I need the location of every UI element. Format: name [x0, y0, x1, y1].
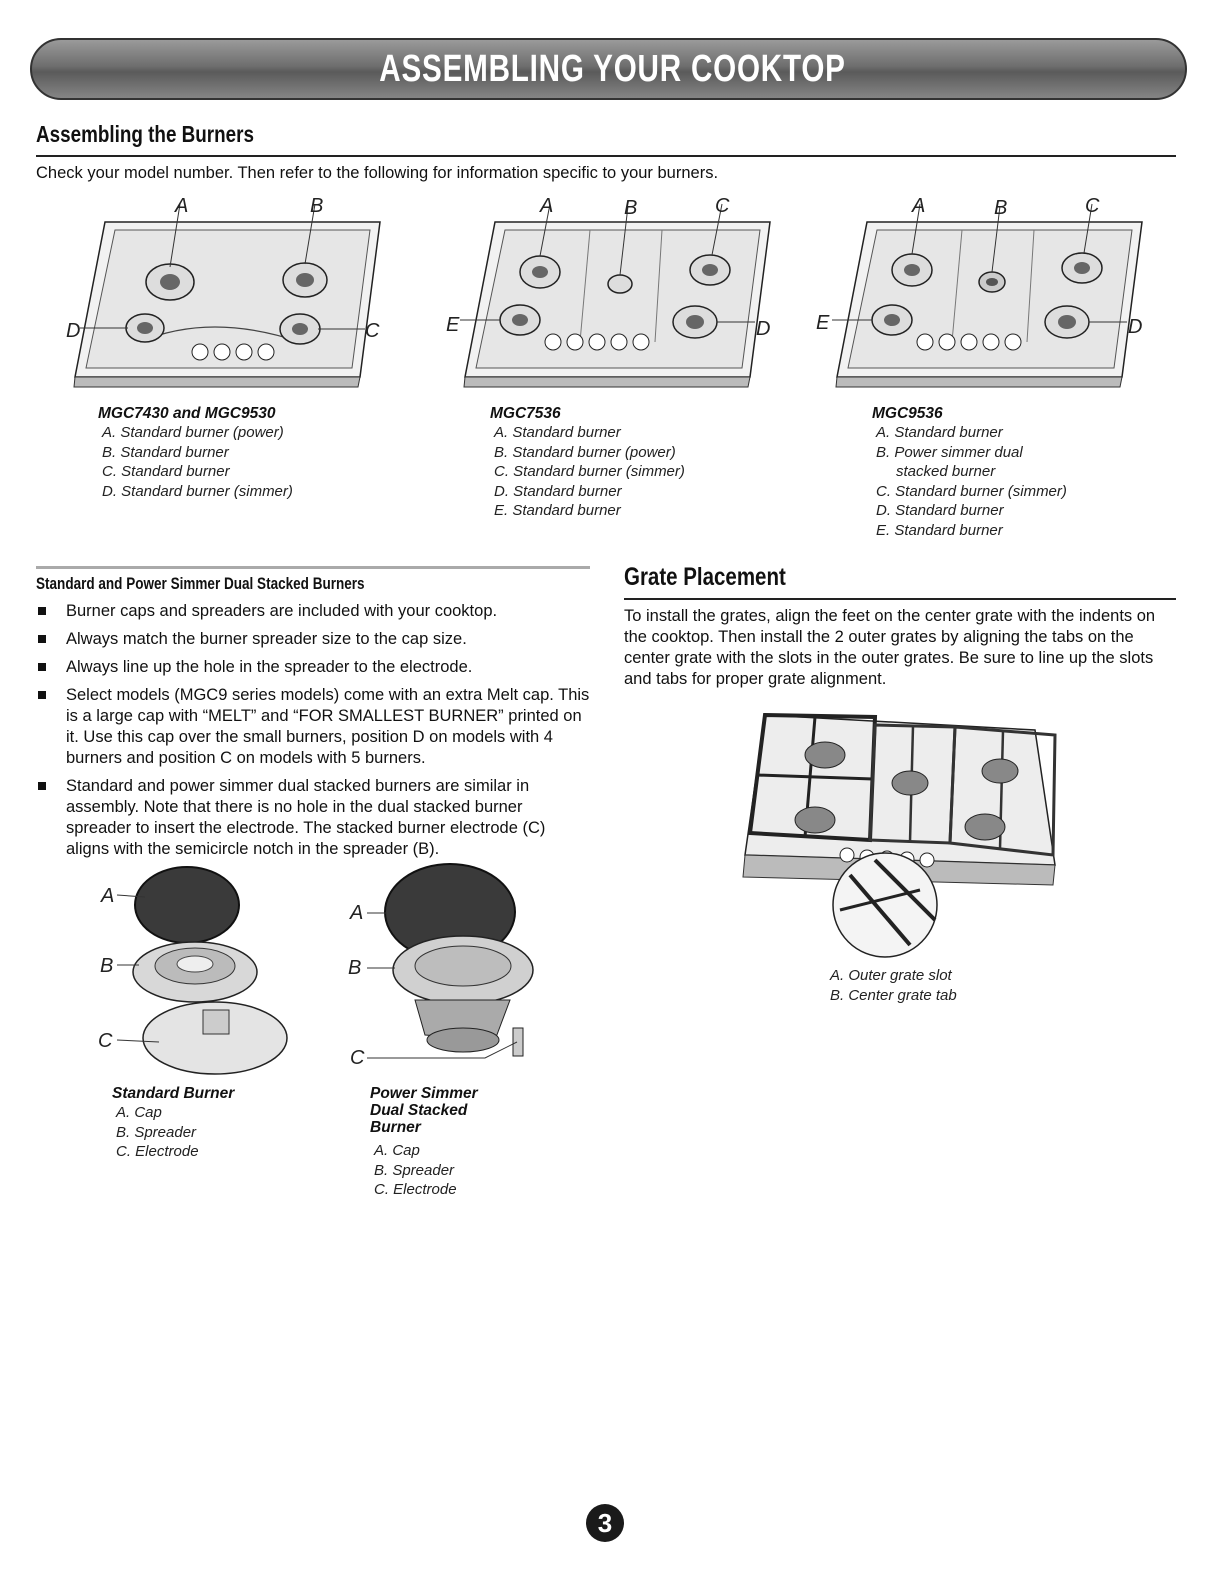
model-caption-mgc9536 — [872, 405, 1067, 540]
bullet-item: Standard and power simmer dual stacked burners are similar in assembly. Note that there is no hole in the dual stacked burner spreader to insert the electrode. The stacked burner electrode (C) aligns with the semicircle notch in the spreader (B). — [36, 776, 590, 860]
bullet-item: Select models (MGC9 series models) come with an extra Melt cap. This is a large cap with “MELT” and “FOR SMALLEST BURNER” printed on it. Use this cap over the small burners, position D on models with 4 burners and position C on models with 5 burners. — [36, 685, 590, 769]
label-a: A — [540, 195, 554, 217]
model-name: MGC7430 and MGC9530 — [98, 405, 276, 422]
caption-item: A. Standard burner — [494, 424, 621, 441]
cooktop-4-burner-illustration — [60, 192, 390, 392]
stacked-bullet-list — [36, 601, 590, 867]
caption-item: A. Standard burner — [876, 424, 1003, 441]
caption-item: B. Spreader — [116, 1123, 197, 1141]
caption-item: C. Electrode — [374, 1181, 457, 1198]
cooktop-5-burner-stacked-illustration — [812, 192, 1152, 392]
caption-item: C. Standard burner — [102, 463, 230, 480]
page-title: ASSEMBLING YOUR COOKTOP — [379, 48, 846, 90]
standard-burner-illustration — [95, 860, 305, 1075]
stacked-section-rule — [36, 566, 590, 569]
model-name: MGC9536 — [872, 405, 943, 422]
label-b: B — [994, 197, 1008, 219]
caption-item: A. Outer grate slot — [830, 967, 952, 984]
stacked-heading: Standard and Power Simmer Dual Stacked Burners — [36, 575, 365, 593]
figure-title-line: Burner — [370, 1119, 421, 1136]
figure-title: Standard Burner — [112, 1085, 235, 1102]
model-caption-mgc7536 — [490, 405, 685, 521]
label-c: C — [1085, 195, 1100, 217]
caption-item: D. Standard burner — [876, 502, 1004, 519]
figure-title-line: Dual Stacked — [370, 1102, 468, 1119]
power-simmer-burner-illustration — [345, 860, 545, 1070]
standard-burner-caption — [112, 1085, 234, 1162]
label-a: A — [175, 195, 189, 217]
grate-text: To install the grates, align the feet on the center grate with the indents on the cooktop. Then install the 2 outer grates by aligning the tabs on the center grate with the slots in the outer grates. Be sure to line up the slots and tabs for proper grate alignment. — [624, 607, 1156, 688]
caption-item: E. Standard burner — [494, 502, 621, 519]
caption-item: E. Standard burner — [876, 521, 1003, 539]
burners-heading-rule — [36, 155, 1176, 157]
caption-item: C. Standard burner (simmer) — [494, 463, 685, 480]
label-a: A — [350, 902, 364, 924]
model-name: MGC7536 — [490, 405, 561, 422]
label-c: C — [365, 320, 380, 342]
caption-item: B. Spreader — [374, 1161, 455, 1179]
label-c: C — [350, 1047, 365, 1069]
caption-item: D. Standard burner — [494, 482, 622, 500]
grate-heading-rule — [624, 598, 1176, 600]
grate-heading: Grate Placement — [624, 563, 786, 591]
label-b: B — [100, 955, 114, 977]
bullet-item: Burner caps and spreaders are included with your cooktop. — [36, 601, 590, 622]
caption-item: B. Standard burner (power) — [494, 443, 676, 461]
caption-item: A. Standard burner (power) — [102, 424, 284, 441]
cooktop-5-burner-illustration — [440, 192, 780, 392]
label-d: D — [1128, 316, 1143, 338]
caption-item: A. Cap — [374, 1142, 420, 1159]
caption-item: B. Power simmer dual — [876, 443, 1023, 461]
label-a: A — [912, 195, 926, 217]
caption-item: C. Electrode — [116, 1143, 199, 1160]
caption-item: B. Center grate tab — [830, 986, 957, 1004]
label-a: A — [101, 885, 115, 907]
label-b: B — [348, 957, 362, 979]
label-c: C — [98, 1030, 113, 1052]
grate-caption — [830, 966, 957, 1005]
label-c: C — [715, 195, 730, 217]
page-number: 3 — [586, 1504, 624, 1542]
label-b: B — [310, 195, 324, 217]
burners-heading: Assembling the Burners — [36, 121, 254, 147]
label-d: D — [66, 320, 81, 342]
bullet-item: Always match the burner spreader size to the cap size. — [36, 629, 590, 650]
caption-item: C. Standard burner (simmer) — [876, 482, 1067, 500]
figure-title-line: Power Simmer — [370, 1085, 478, 1102]
label-d: D — [756, 318, 771, 340]
label-b: B — [624, 197, 638, 219]
label-e: E — [446, 314, 460, 336]
model-caption-mgc7430 — [98, 405, 293, 501]
label-e: E — [816, 312, 830, 334]
caption-item: A. Cap — [116, 1104, 162, 1121]
burners-intro: Check your model number. Then refer to the following for information specific to your burners. — [36, 164, 719, 182]
caption-item: stacked burner — [896, 463, 996, 480]
power-burner-caption — [370, 1085, 478, 1200]
caption-item: B. Standard burner — [102, 443, 229, 461]
bullet-item: Always line up the hole in the spreader to the electrode. — [36, 657, 590, 678]
caption-item: D. Standard burner (simmer) — [102, 482, 293, 500]
grate-placement-illustration — [735, 705, 1065, 965]
